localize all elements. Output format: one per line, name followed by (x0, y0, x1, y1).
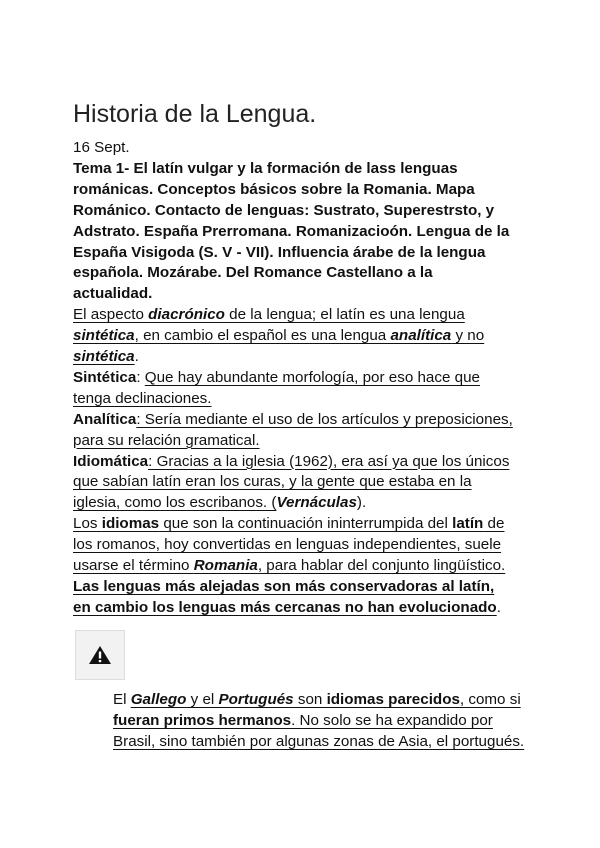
bold-text: Sintética (73, 368, 137, 386)
text-segment: que sabían latín eran los curas, y la gente que estaba en la (73, 473, 472, 491)
bold-text: Analítica (73, 410, 137, 428)
text-segment: son (293, 691, 327, 708)
bold-text: analítica (390, 327, 452, 345)
text-line (73, 284, 152, 304)
text-segment: El (113, 691, 131, 708)
text-segment: para su relación gramatical. (73, 431, 260, 449)
text-segment: . No solo se ha expandido por (291, 711, 493, 729)
page-title: Historia de la Lengua. (73, 100, 317, 128)
text-line (73, 598, 501, 618)
text-segment: Brasil, sino también por algunas zonas de Asia, el portugués. (113, 732, 525, 750)
text-line (73, 514, 504, 534)
text-segment: . (134, 348, 139, 365)
text-segment: iglesia, como los escribanos. ( (73, 494, 277, 512)
bold-text: en cambio los lenguas más cercanas no han evolucionado (73, 598, 497, 616)
text-segment: usarse el término (73, 557, 194, 574)
text-line (73, 180, 475, 200)
text-line (73, 389, 211, 409)
text-line (73, 556, 505, 576)
text-line (73, 493, 366, 513)
bold-text: idiomas parecidos (326, 691, 460, 708)
date-line (73, 138, 130, 158)
text-line (73, 347, 139, 367)
text-segment: Que hay abundante morfología, por eso hace que (144, 368, 480, 386)
text-line (73, 263, 433, 283)
bold-text: española. Mozárabe. Del Romance Castellano a la (73, 264, 433, 282)
bold-text: latín (452, 515, 484, 533)
bold-text: Gallego (130, 691, 187, 708)
text-line (113, 711, 493, 731)
bold-text: románicas. Conceptos básicos sobre la Romania. Mapa (73, 180, 475, 198)
text-segment: , como si (459, 691, 521, 708)
text-line (73, 410, 513, 430)
text-segment: y el (186, 691, 219, 708)
text-segment: : Gracias a la iglesia (1962), era así ya que los únicos (148, 452, 510, 470)
text-line (113, 732, 524, 752)
text-segment: Los (73, 515, 102, 533)
bold-text: sintética (73, 327, 135, 345)
text-line (73, 222, 509, 242)
bold-text: Idiomática (73, 452, 149, 470)
bold-text: Portugués (218, 691, 294, 708)
bold-text: Románico. Contacto de lenguas: Sustrato, Superestrsto, y (73, 201, 495, 219)
text-segment: tenga declinaciones. (73, 389, 212, 407)
text-line (73, 243, 485, 263)
text-segment: los romanos, hoy convertidas en lenguas independientes, suele (73, 536, 502, 554)
warning-icon (88, 645, 112, 665)
text-segment: de (483, 515, 505, 533)
text-line (73, 159, 458, 179)
bold-text: Romania (193, 557, 258, 574)
text-line (73, 305, 465, 325)
text-line (73, 326, 484, 346)
text-line (73, 431, 260, 451)
bold-text: idiomas (101, 515, 160, 533)
text-segment: El aspecto (73, 306, 149, 324)
bold-text: actualidad. (73, 285, 153, 303)
text-segment: . (496, 598, 501, 616)
text-segment: ). (356, 494, 367, 512)
text-line (73, 472, 472, 492)
text-line (73, 452, 509, 472)
text-segment: , para hablar del conjunto lingüístico. (257, 557, 506, 574)
text-segment: de la lengua; el latín es una lengua (224, 306, 465, 324)
text-segment: : (136, 368, 145, 386)
text-line (113, 690, 521, 710)
text-segment: : Sería mediante el uso de los artículos y preposiciones, (136, 410, 513, 428)
text-line (73, 535, 501, 555)
bold-text: fueran primos hermanos (113, 711, 292, 729)
text-line (73, 368, 480, 388)
text-line (73, 201, 494, 221)
bold-text: Vernáculas (276, 494, 357, 512)
text-segment: , en cambio el español es una lengua (134, 327, 391, 345)
bold-text: Adstrato. España Prerromana. Romanizacioón. Lengua de la (73, 222, 510, 240)
bold-text: sintética (73, 348, 135, 365)
bold-text: Tema 1- El latín vulgar y la formación de lass lenguas (73, 159, 458, 177)
bold-text: España Visigoda (S. V - VII). Influencia árabe de la lengua (73, 243, 486, 261)
text-segment: que son la continuación ininterrumpida del (159, 515, 453, 533)
text-line (73, 577, 494, 597)
bold-text: Las lenguas más alejadas son más conservadoras al latín, (73, 577, 495, 595)
text-segment: y no (451, 327, 485, 345)
broken-image-placeholder (75, 630, 125, 680)
bold-text: diacrónico (148, 306, 225, 324)
text-segment: 16 Sept. (73, 139, 130, 156)
